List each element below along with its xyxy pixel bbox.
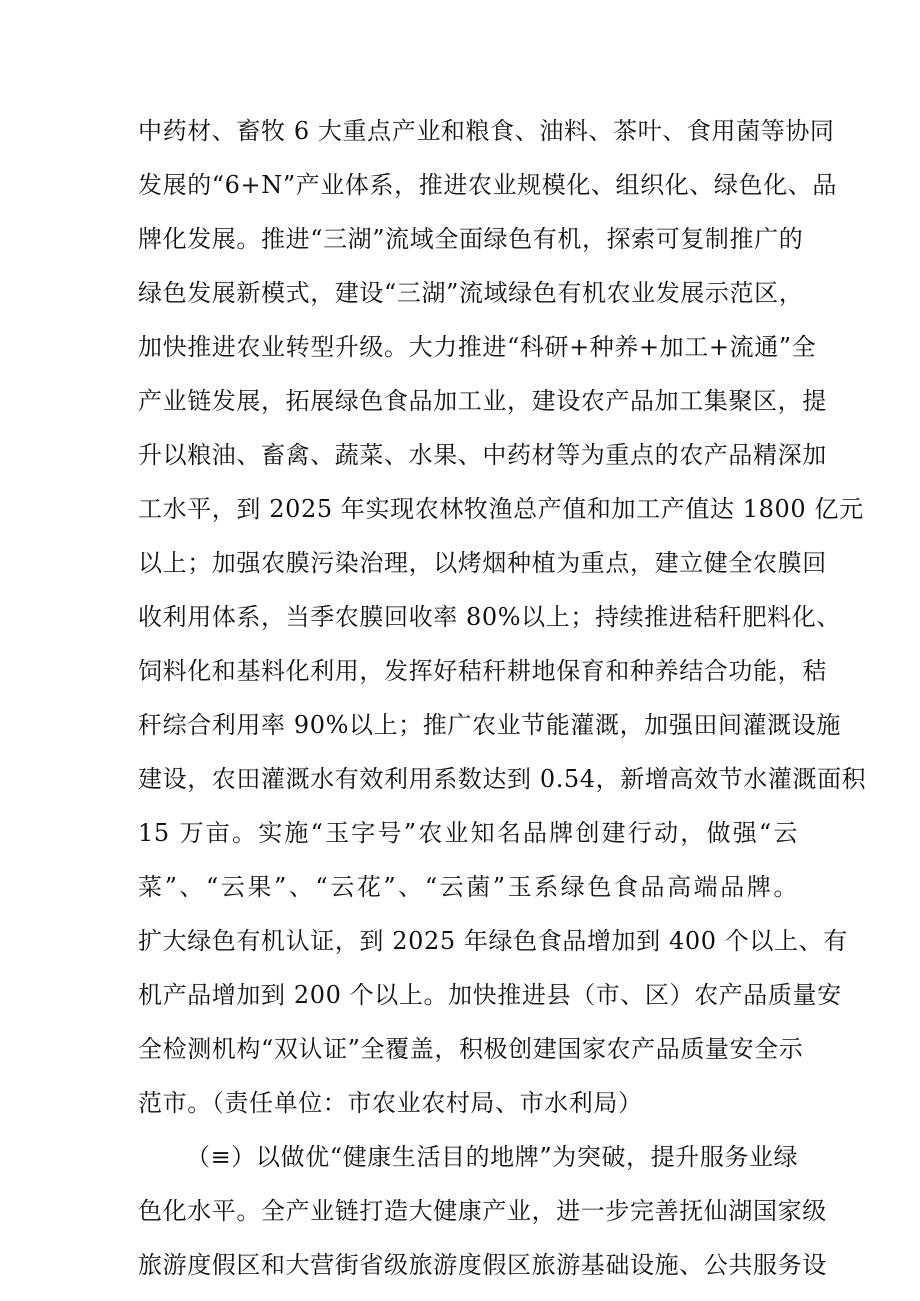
text-line: 全检测机构“双认证”全覆盖，积极创建国家农产品质量安全示: [138, 1035, 804, 1063]
text-line: 以上；加强农膜污染治理，以烤烟种植为重点，建立健全农膜回: [138, 549, 827, 577]
text-line: 15 万亩。实施“玉字号”农业知名品牌创建行动，做强“云: [138, 819, 798, 847]
text-line: 范市。（责任单位：市农业农村局、市水利局）: [138, 1089, 643, 1117]
text-line: 产业链发展，拓展绿色食品加工业，建设农产品加工集聚区，提: [138, 387, 827, 415]
section-heading-line: （≡）以做优“健康生活目的地牌”为突破，提升服务业绿: [186, 1143, 799, 1171]
body-text: [138, 104, 867, 1292]
text-line: 发展的“6+N”产业体系，推进农业规模化、组织化、绿色化、品: [138, 171, 837, 199]
text-line: 旅游度假区和大营街省级旅游度假区旅游基础设施、公共服务设: [138, 1251, 827, 1279]
text-line: 扩大绿色有机认证，到 2025 年绿色食品增加到 400 个以上、有: [138, 927, 848, 955]
text-line: 工水平，到 2025 年实现农林牧渔总产值和加工产值达 1800 亿元: [138, 495, 864, 523]
text-line: 收利用体系，当季农膜回收率 80%以上；持续推进秸秆肥料化、: [138, 603, 841, 631]
text-line: 加快推进农业转型升级。大力推进“科研+种养+加工+流通”全: [138, 333, 817, 361]
text-line: 中药材、畜牧 6 大重点产业和粮食、油料、茶叶、食用菌等协同: [138, 117, 835, 145]
text-line: 机产品增加到 200 个以上。加快推进县（市、区）农产品质量安: [138, 981, 842, 1009]
text-line: 升以粮油、畜禽、蔬菜、水果、中药材等为重点的农产品精深加: [138, 441, 827, 469]
text-line: 牌化发展。推进“三湖”流域全面绿色有机，探索可复制推广的: [138, 225, 804, 253]
text-line: 秆综合利用率 90%以上；推广农业节能灌溉，加强田间灌溉设施: [138, 711, 841, 739]
text-line: 建设，农田灌溉水有效利用系数达到 0.54，新增高效节水灌溉面积: [138, 765, 867, 793]
text-line: 饲料化和基料化利用，发挥好秸秆耕地保育和种养结合功能，秸: [138, 657, 827, 685]
text-line: 绿色发展新模式，建设“三湖”流域绿色有机农业发展示范区，: [138, 279, 804, 307]
text-line: 色化水平。全产业链打造大健康产业，进一步完善抚仙湖国家级: [138, 1197, 827, 1225]
text-line: 菜”、“云果”、“云花”、“云菌”玉系绿色食品高端品牌。: [138, 873, 798, 901]
